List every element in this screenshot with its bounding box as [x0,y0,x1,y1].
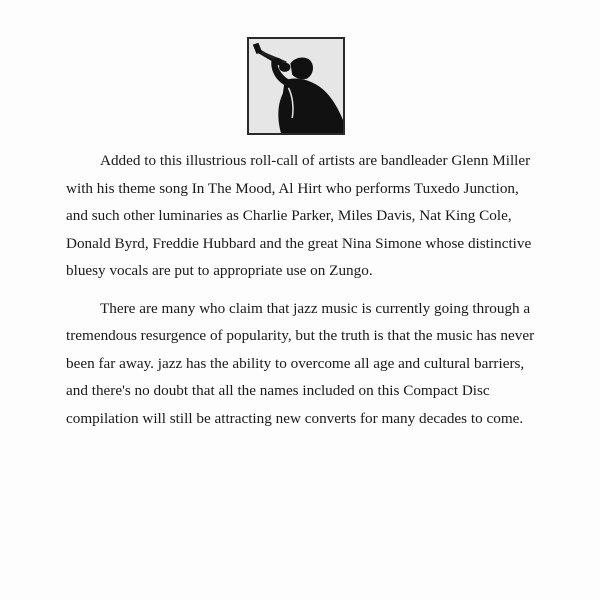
body-text [66,147,536,432]
trumpet-player-icon [247,37,345,135]
paragraph-1: Added to this illustrious roll-call of artists are bandleader Glenn Miller with his theme song In The Mood, Al Hirt who performs Tuxedo Junction, and such other luminaries as Charlie Parker, Miles Davis, Nat King Cole, Donald Byrd, Freddie Hubbard and the great Nina Simone whose distinctive bluesy vocals are put to appropriate use on Zungo. [66,152,532,279]
paragraph-2: There are many who claim that jazz music is currently going through a tremendous resurgence of popularity, but the truth is that the music has never been far away. jazz has the ability to overcome all age and cultural barriers, and there's no doubt that all the names included on this Compact Disc compilation will still be attracting new converts for many decades to come. [66,299,535,427]
